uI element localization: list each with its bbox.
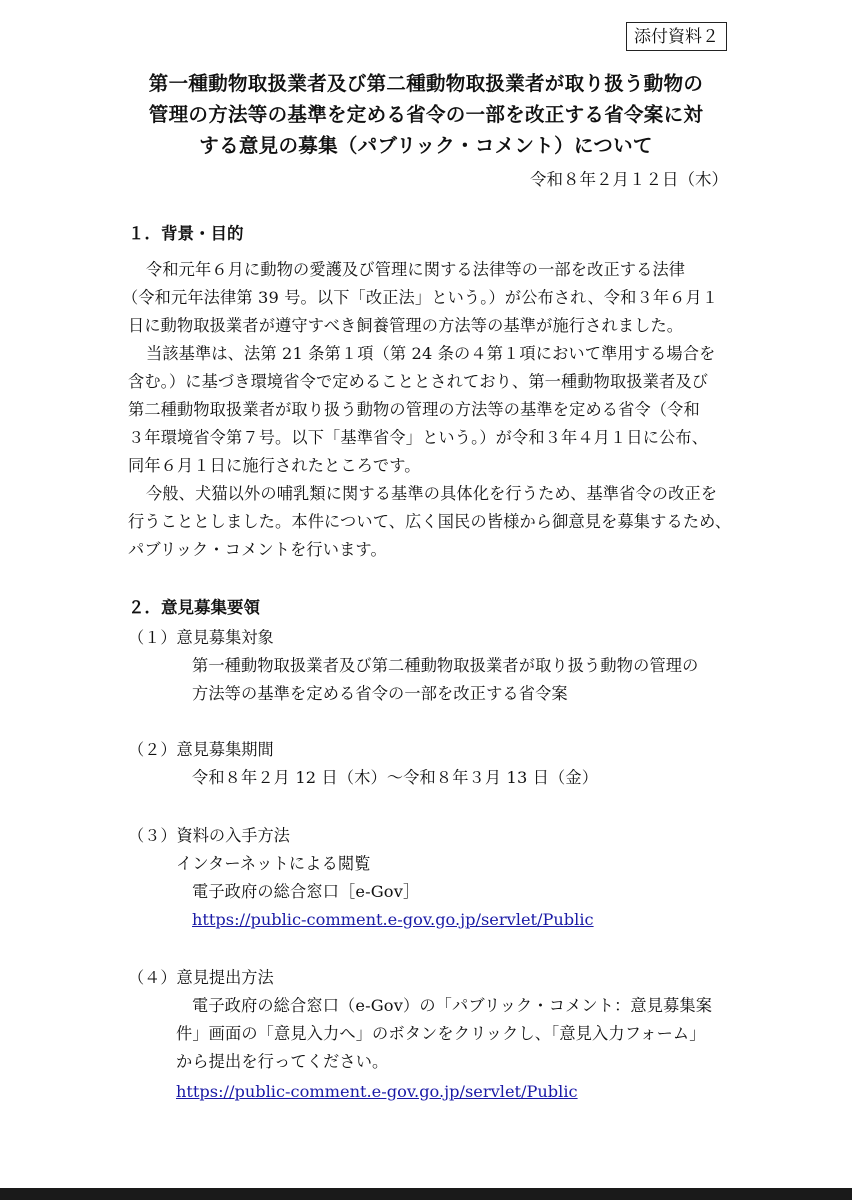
section-1-line: 日に動物取扱業者が遵守すべき飼養管理の方法等の基準が施行されました。 (128, 316, 684, 335)
item-3-portal: 電子政府の総合窓口［e-Gov］ (192, 882, 420, 901)
document-title (100, 68, 752, 161)
section-1-line: 第二種動物取扱業者が取り扱う動物の管理の方法等の基準を定める省令（令和 (128, 400, 700, 419)
item-3-heading: （３）資料の入手方法 (128, 826, 290, 845)
section-1-line: ３年環境省令第７号。以下「基準省令」という。）が令和３年４月１日に公布、 (128, 428, 709, 447)
section-1-line: 同年６月１日に施行されたところです。 (128, 456, 421, 475)
egov-link[interactable]: https://public-comment.e-gov.go.jp/servlet/Public (192, 910, 594, 929)
section-1-line: 行うこととしました。本件について、広く国民の皆様から御意見を募集するため、 (128, 512, 732, 531)
item-4-line: から提出を行ってください。 (176, 1052, 389, 1071)
item-1-line: 方法等の基準を定める省令の一部を改正する省令案 (192, 684, 568, 703)
title-line: 第一種動物取扱業者及び第二種動物取扱業者が取り扱う動物の (148, 72, 704, 95)
section-1-line: 今般、犬猫以外の哺乳類に関する基準の具体化を行うため、基準省令の改正を (146, 484, 718, 503)
item-4-heading: （４）意見提出方法 (128, 968, 274, 987)
item-2-line: 令和８年２月 12 日（木）～令和８年３月 13 日（金） (192, 768, 599, 787)
section-1-line: パブリック・コメントを行います。 (128, 540, 387, 559)
title-line: する意見の募集（パブリック・コメント）について (199, 134, 653, 157)
bottom-edge-bar (0, 1188, 852, 1200)
item-4-line: 件」画面の「意見入力へ」のボタンをクリックし、「意見入力フォーム」 (176, 1024, 706, 1043)
section-1-heading: １．背景・目的 (128, 224, 244, 243)
item-4-line: 電子政府の総合窓口（e-Gov）の「パブリック・コメント：意見募集案 (192, 996, 713, 1015)
item-2-heading: （２）意見募集期間 (128, 740, 274, 759)
submission-link[interactable]: https://public-comment.e-gov.go.jp/servlet/Public (176, 1082, 578, 1101)
section-2-heading: ２．意見募集要領 (128, 598, 260, 617)
attachment-label: 添付資料２ (626, 22, 727, 51)
document-date: 令和８年２月１２日（木） (530, 170, 728, 189)
section-1-line: （令和元年法律第 39 号。以下「改正法」という。）が公布され、令和３年６月１ (122, 288, 719, 307)
item-3-method: インターネットによる閲覧 (176, 854, 371, 873)
item-1-heading: （１）意見募集対象 (128, 628, 274, 647)
section-1-line: 当該基準は、法第 21 条第１項（第 24 条の４第１項において準用する場合を (146, 344, 716, 363)
item-1-line: 第一種動物取扱業者及び第二種動物取扱業者が取り扱う動物の管理の (192, 656, 699, 675)
section-1-line: 含む。）に基づき環境省令で定めることとされており、第一種動物取扱業者及び (128, 372, 709, 391)
title-line: 管理の方法等の基準を定める省令の一部を改正する省令案に対 (148, 103, 704, 126)
section-1-line: 令和元年６月に動物の愛護及び管理に関する法律等の一部を改正する法律 (146, 260, 686, 279)
